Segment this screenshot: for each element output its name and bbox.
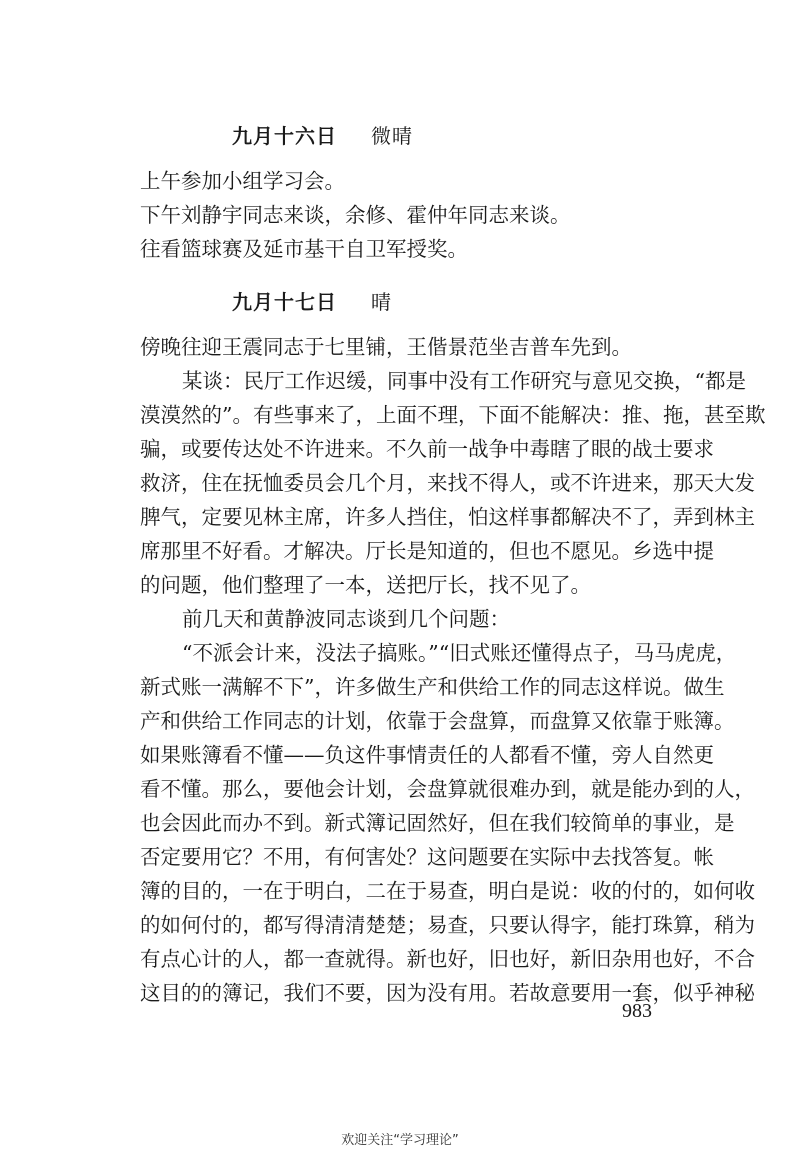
entry-date: 九月十七日 [232,290,337,314]
text-line: 救济，住在抚恤委员会几个月，来找不得人，或不许进来，那天大发 [140,471,755,495]
text-line: 脾气，定要见林主席，许多人挡住，怕这样事都解决不了，弄到林主 [140,505,755,529]
entry-heading [232,286,392,315]
entry-date: 九月十六日 [232,124,337,148]
entry-weather: 晴 [371,290,392,314]
text-line: 产和供给工作同志的计划，依靠于会盘算，而盘算又依靠于账簿。 [140,709,735,733]
text-line: 新式账一满解不下”，许多做生产和供给工作的同志这样说。做生 [140,675,725,699]
text-line: 下午刘静宇同志来谈，余修、霍仲年同志来谈。 [140,203,571,227]
text-line: 如果账簿看不懂——负这件事情责任的人都看不懂，旁人自然更 [140,743,714,767]
text-line: 往看篮球赛及延市基干自卫军授奖。 [140,237,468,261]
text-line: 上午参加小组学习会。 [140,169,345,193]
paragraph-start: “不派会计来，没法子搞账。”“旧式账还懂得点子，马马虎虎， [182,641,737,665]
text-line: 有点心计的人，都一查就得。新也好，旧也好，新旧杂用也好，不合 [140,947,755,971]
text-line: 否定要用它？不用，有何害处？这问题要在实际中去找答复。帐 [140,845,714,869]
text-line: 这目的的簿记，我们不要，因为没有用。若故意要用一套，似乎神秘 [140,981,755,1005]
footer-caption: 欢迎关注“学习理论” [341,1133,459,1148]
text-line: 席那里不好看。才解决。厅长是知道的，但也不愿见。乡选中提 [140,539,714,563]
text-line: 骗，或要传达处不许进来。不久前一战争中毒瞎了眼的战士要求 [140,437,714,461]
text-line: 傍晚往迎王震同志于七里铺，王偕景范坐吉普车先到。 [140,335,632,359]
text-line: 的如何付的，都写得清清楚楚；易查，只要认得字，能打珠算，稍为 [140,913,755,937]
entry-weather: 微晴 [371,124,413,148]
text-line: 看不懂。那么，要他会计划，会盘算就很难办到，就是能办到的人， [140,777,755,801]
paragraph-start: 前几天和黄静波同志谈到几个问题： [182,607,510,631]
paragraph-start: 某谈：民厅工作迟缓，同事中没有工作研究与意见交换，“都是 [182,369,746,393]
text-line: 漠漠然的”。有些事来了，上面不理，下面不能解决：推、拖，甚至欺 [140,403,766,427]
entry-heading [232,120,413,149]
text-line: 也会因此而办不到。新式簿记固然好，但在我们较简单的事业，是 [140,811,735,835]
text-line: 的问题，他们整理了一本，送把厅长，找不见了。 [140,573,591,597]
page-number: 983 [622,1000,652,1022]
text-line: 簿的目的，一在于明白，二在于易查，明白是说：收的付的，如何收 [140,879,755,903]
